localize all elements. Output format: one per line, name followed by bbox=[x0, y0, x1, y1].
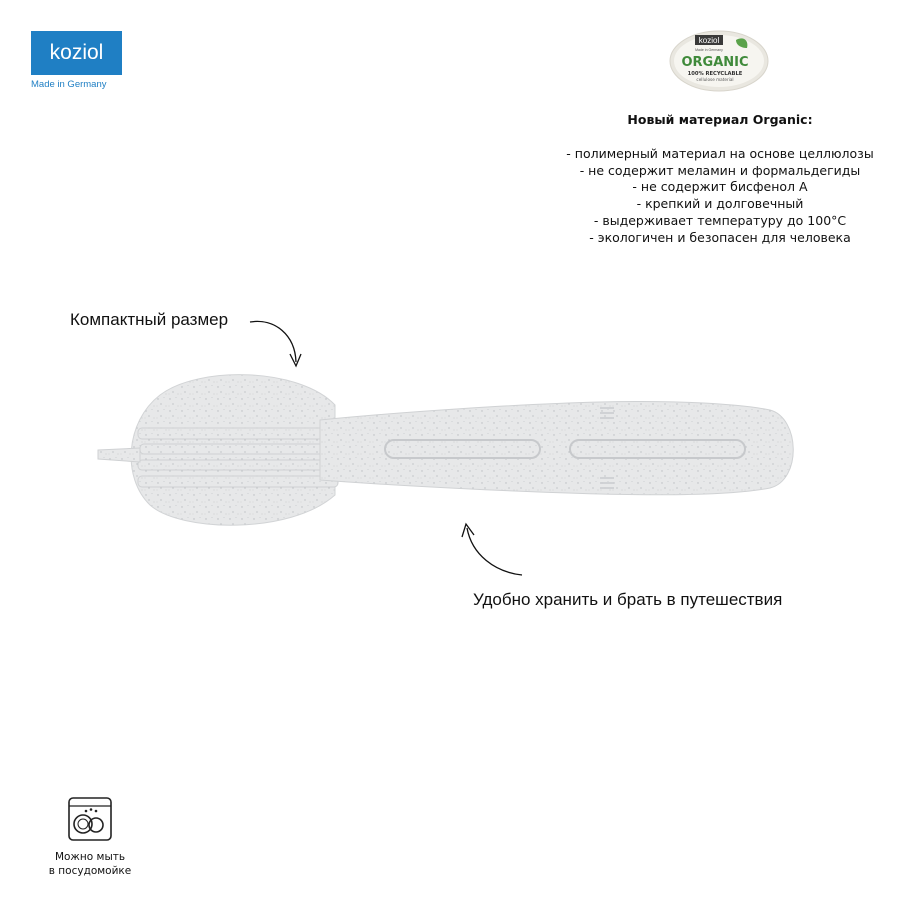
badge-line1: 100% RECYCLABLE bbox=[687, 71, 743, 77]
material-info-item: - выдерживает температуру до 100°С bbox=[593, 212, 847, 228]
callout-compact-size: Компактный размер bbox=[70, 310, 229, 329]
brand-name: koziol bbox=[49, 41, 104, 64]
material-info-item: - экологичен и безопасен для человека bbox=[589, 229, 851, 245]
badge-line2: cellulose material bbox=[696, 77, 734, 82]
dishwasher-safe-text bbox=[30, 850, 150, 878]
dishwasher-safe-icon bbox=[68, 797, 112, 841]
arrow-compact bbox=[250, 321, 296, 362]
dishwasher-safe bbox=[30, 797, 150, 878]
material-info-item: - не содержит бисфенол А bbox=[632, 179, 808, 195]
material-info-item: - не содержит меламин и формальдегиды bbox=[579, 162, 861, 178]
dishwasher-text-line2: в посудомойке bbox=[48, 865, 132, 877]
dishwasher-text-line1: Можно мыть bbox=[54, 851, 126, 863]
arrow-travel bbox=[467, 528, 522, 575]
material-info-title: Новый материал Organic: bbox=[627, 112, 813, 127]
badge-small-text: Made in Germany bbox=[695, 48, 723, 52]
badge-title: ORGANIC bbox=[681, 55, 749, 70]
callout-travel: Удобно хранить и брать в путешествия bbox=[473, 590, 783, 609]
brand-tagline: Made in Germany bbox=[31, 79, 107, 90]
material-info-item: - крепкий и долговечный bbox=[636, 196, 804, 212]
badge-brand: koziol bbox=[698, 36, 720, 45]
material-info-item: - полимерный материал на основе целлюлозы bbox=[566, 145, 874, 161]
